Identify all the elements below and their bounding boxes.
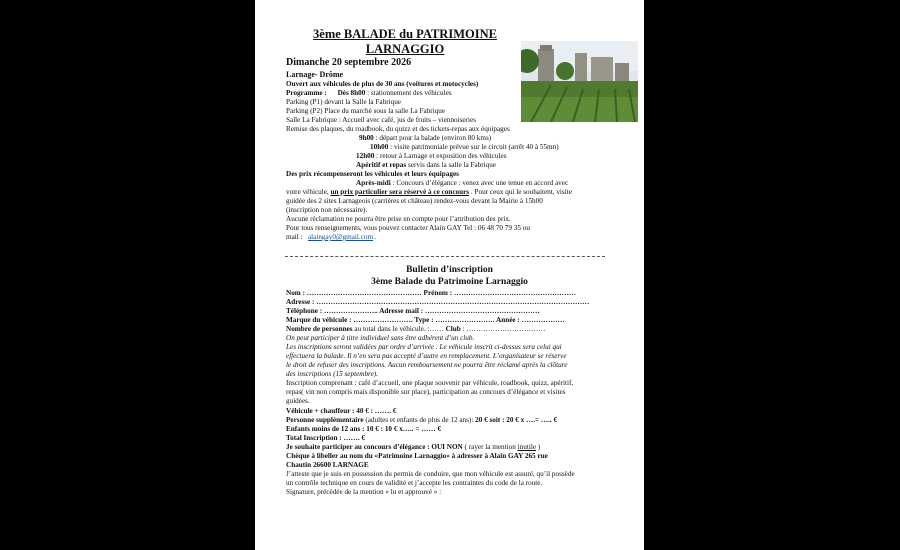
note-line-3: effectuera la balade. Il n’en sera pas accepté d’autre en remplacement. L’organisateur se réserve (286, 352, 567, 360)
note-line-2: Les inscriptions seront validées par ordre d’arrivée . Le véhicule inscrit ci-dessus sera celui qui (286, 343, 562, 351)
field-vehicule[interactable]: Marque du véhicule : ……………………. Type : ……………………. Année : ……………… (286, 316, 565, 324)
field-telephone[interactable]: Téléphone : ………………….. Adresse mail : ………………………………………… (286, 307, 540, 315)
price-vehicle[interactable]: Véhicule + chauffeur : 40 € : ……. € (286, 407, 397, 415)
includes-line-3: guidées. (286, 397, 310, 405)
program-line-1: Programme : Dès 8h00 : stationnement des véhicules (286, 89, 452, 97)
program-line-9: Apéritif et repas servis dans la salle la Fabrique (356, 161, 496, 169)
form-subtitle: 3ème Balade du Patrimoine Larnaggio (371, 277, 528, 287)
includes-line-2: repas( vin non compris mais disponible sur place), participation au concours d’élégance et visites (286, 388, 566, 396)
signature-line[interactable]: Signature, précédée de la mention « lu et approuvé » : (286, 488, 442, 496)
event-date: Dimanche 20 septembre 2026 (286, 57, 412, 68)
flyer-page (255, 0, 644, 550)
note-line-1: On peut participer à titre individuel sans être adhérent d’un club. (286, 334, 475, 342)
note-line-5: des inscriptions (15 septembre). (286, 370, 378, 378)
title-line-1: 3ème BALADE du PATRIMOINE (313, 27, 497, 41)
program-line-10: Des prix récompenseront les véhicules et leurs équipages (286, 170, 459, 178)
program-line-2: Parking (P1) devant la Salle la Fabrique (286, 98, 401, 106)
program-line-11: Après-midi : Concours d’élégance : venez avec une tenue en accord avec (356, 179, 569, 187)
email-link[interactable]: alaingay0@gmail.com (307, 233, 374, 241)
attest-line-2: un contrôle technique en cours de validité et j’accepte les contraintes du code de la route. (286, 479, 543, 487)
program-line-15: Aucune réclamation ne pourra être prise en compte pour l’attribution des prix. (286, 215, 511, 223)
program-line-5: Remise des plaques, du roadbook, du quizz et des tickets-repas aux équipages (286, 125, 510, 133)
program-line-13: guidée des 2 sites Larnageois (carrières et château) rendez-vous devant la Mairie à 15h00 (286, 197, 543, 205)
includes-line-1: Inscription comprenant : café d’accueil, une plaque souvenir par véhicule, roadbook, quizz, apéritif, (286, 379, 574, 387)
program-line-12: votre véhicule, un prix particulier sera réservé à ce concours . Pour ceux qui le souhaitent, visite (286, 188, 572, 196)
program-line-16: Pour tous renseignements, vous pouvez contacter Alain GAY Tel : 06 48 70 79 35 ou (286, 224, 530, 232)
program-line-17: mail : alaingay0@gmail.com . (286, 233, 377, 241)
cheque-line-1: Chèque à libeller au nom du «Patrimoine Larnaggio» à adresser à Alain GAY 265 rue (286, 452, 548, 460)
program-line-3: Parking (P2) Place du marché sous la salle La Fabrique (286, 107, 446, 115)
program-line-14: (inscription non nécessaire). (286, 206, 368, 214)
note-line-4: le droit de refuser des inscriptions. Aucun remboursement ne pourra être réclamé après la clôture (286, 361, 568, 369)
event-place: Larnage- Drôme (286, 70, 344, 79)
open-to-text: Ouvert aux véhicules de plus de 30 ans (voitures et motocycles) (286, 80, 479, 88)
program-line-6: 9h00 : départ pour la balade (environ 80 kms) (359, 134, 492, 142)
title-line-2: LARNAGGIO (365, 42, 445, 56)
elegance-choice[interactable]: Je souhaite participer au concours d’élégance : OUI NON ( rayer la mention inutile ) (286, 443, 541, 451)
program-line-4: Salle La Fabrique : Accueil avec café, jus de fruits – viennoiseries (286, 116, 477, 124)
field-adresse[interactable]: Adresse : …………………………………………………………………………………………………… (286, 298, 590, 306)
separator-line (285, 256, 605, 257)
program-line-8: 12h00 : retour à Larnage et exposition des véhicules (356, 152, 507, 160)
field-personnes[interactable]: Nombre de personnes au total dans le véhicule. :…… Club : …………………………… (286, 325, 546, 333)
program-line-7: 10h00 : visite patrimoniale prévue sur le circuit (arrêt 40 à 55mn) (370, 143, 559, 151)
price-extra-person[interactable]: Personne supplémentaire (adultes et enfants de plus de 12 ans): 20 € soit : 20 € x ….= ….. € (286, 416, 558, 424)
form-title: Bulletin d’inscription (406, 265, 493, 275)
price-total[interactable]: Total Inscription : ……. € (286, 434, 366, 442)
attest-line-1: J’atteste que je suis en possession du permis de conduire, que mon véhicule est assuré, qu’il possède (286, 470, 575, 478)
castle-photo (521, 41, 638, 122)
cheque-line-2: Chautin 26600 LARNAGE (286, 461, 369, 469)
field-nom[interactable]: Nom : ………………………………………… Prénom : …………………………………………… (286, 289, 577, 297)
price-children[interactable]: Enfants moins de 12 ans : 10 € : 10 € x….. = …… € (286, 425, 442, 433)
